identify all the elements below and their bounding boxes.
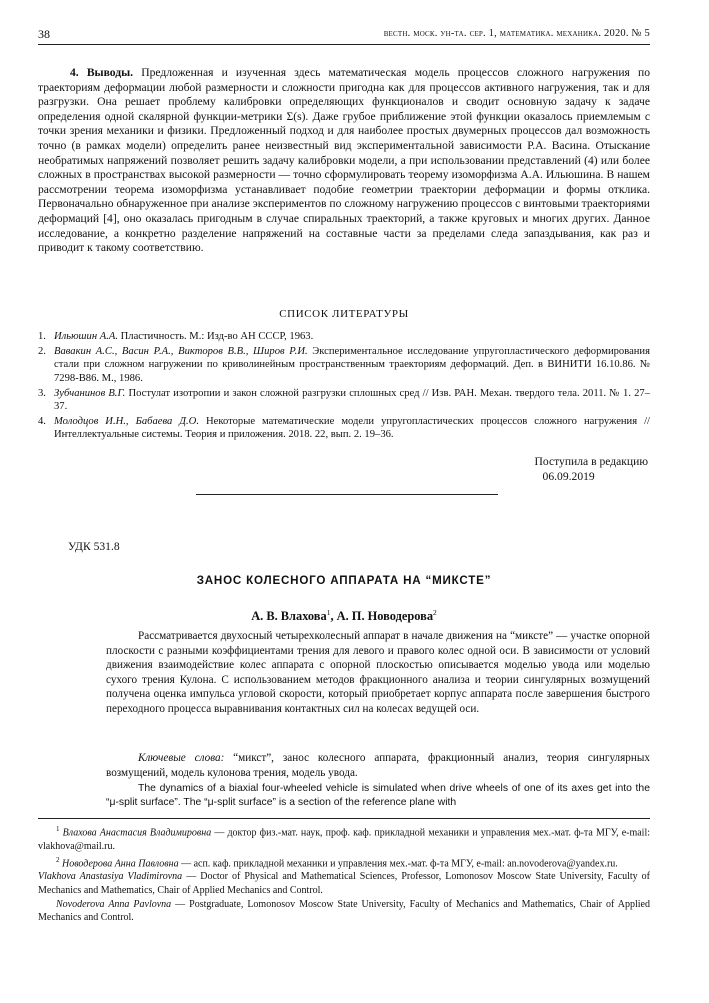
footnote-marker: 1 xyxy=(326,608,331,617)
section-separator xyxy=(196,494,498,495)
footnote-marker: 2 xyxy=(56,855,60,864)
abstract-en: The dynamics of a biaxial four-wheeled vehicle is simulated when drive wheels of one of its axes get into the “μ-split surface”. The “μ-split surface” is a section of the reference plane with xyxy=(106,783,650,809)
author-separator: , xyxy=(330,609,337,624)
reference-authors: Молодцов И.Н., Бабаева Д.О. xyxy=(54,416,199,428)
article-title: ЗАНОС КОЛЕСНОГО АППАРАТА НА “МИКСТЕ” xyxy=(196,574,492,587)
reference-number: 3. xyxy=(38,387,46,399)
reference-authors: Зубчанинов В.Г. xyxy=(54,387,126,399)
footnote-text: — асп. каф. прикладной механики и управления мех.-мат. ф-та МГУ, e-mail: an.novoderova@yandex.ru. xyxy=(178,857,618,869)
keywords-label: Ключевые слова: xyxy=(138,752,225,764)
reference-text: Некоторые математические модели упругопластических процессов сложного нагружения // Интеллектуальные системы. Теория и приложения. 2018. 22, вып. 2. 19–36. xyxy=(54,416,651,441)
reference-authors: Ильюшин А.А. xyxy=(54,331,118,342)
reference-number: 1. xyxy=(38,331,46,342)
footnote-rule xyxy=(38,818,650,819)
running-head xyxy=(38,27,650,43)
footnote-author1-en xyxy=(38,870,650,897)
author-name: А. В. Влахова xyxy=(251,609,327,624)
received-date: 06.09.2019 xyxy=(542,470,595,483)
footnote-marker: 1 xyxy=(56,825,60,833)
reference-item xyxy=(38,330,650,343)
conclusions-paragraph xyxy=(38,66,650,256)
udk-code: УДК 531.8 xyxy=(68,540,120,553)
footnote-name: Влахова Анастасия Владимировна xyxy=(62,827,212,839)
article-authors xyxy=(38,606,650,624)
reference-number: 4. xyxy=(38,416,46,428)
footnote-text: — Postgraduate, Lomonosov Moscow State University, Faculty of Mechanics and Mathematics, Chair of Applied Mechanics and Control. xyxy=(38,898,650,924)
keywords xyxy=(106,751,650,780)
references-list xyxy=(38,330,650,444)
footnotes xyxy=(38,823,650,925)
author-name: А. П. Новодерова xyxy=(336,609,434,624)
conclusions-heading: 4. Выводы. xyxy=(70,66,134,79)
keywords-text: “микст”, занос колесного аппарата, фракционный анализ, теория сингулярных возмущений, модель кулонова трения, модель увода. xyxy=(106,752,650,779)
footnote-name: Vlakhova Anastasiya Vladimirovna xyxy=(38,871,183,883)
reference-authors: Вавакин А.С., Васин Р.А., Викторов В.В., Широв Р.И. xyxy=(54,346,308,358)
reference-item xyxy=(38,387,650,413)
footnote-text: — доктор физ.-мат. наук, проф. каф. прикладной механики и управления мех.-мат. ф-та МГУ, e-mail: vlakhova@mail.ru. xyxy=(38,827,651,852)
journal-title: вестн. моск. ун-та. сер. 1, математика. механика. 2020. № 5 xyxy=(383,28,650,39)
header-rule xyxy=(38,44,650,45)
reference-number: 2. xyxy=(38,346,46,358)
footnote-author2-ru xyxy=(38,854,650,871)
reference-text: Постулат изотропии и закон сложной разгрузки сплошных сред // Изв. РАН. Механ. твердого тела. 2011. № 1. 27–37. xyxy=(54,387,650,413)
footnote-text: — Doctor of Physical and Mathematical Sciences, Professor, Lomonosov Moscow State University, Faculty of Mechanics and Mathematics, Chair of Applied Mechanics and Control. xyxy=(38,871,651,897)
footnote-marker: 2 xyxy=(433,608,437,617)
reference-text: Пластичность. М.: Изд-во АН СССР, 1963. xyxy=(118,331,314,342)
received-note xyxy=(535,454,648,484)
footnote-author2-en xyxy=(38,898,650,925)
footnote-author1-ru xyxy=(38,823,650,854)
footnote-name: Новодерова Анна Павловна xyxy=(62,857,179,869)
reference-text: Экспериментальное исследование упругопластического деформирования стали при сложном нагружении по криволинейным пространственным траекториям деформаций. Деп. в ВИНИТИ 16.10.86. № 7298-В86. М., 1986. xyxy=(54,346,650,384)
reference-item xyxy=(38,415,650,441)
conclusions-text: Предложенная и изученная здесь математическая модель процессов сложного нагружения по траекториям деформации любой размерности и сложности пригодна как для процессов активного нагружения, так и для разгрузки. Она решает проблему калибровки определяющих функционалов и сводит основную задачу к задаче определения одной скалярной функции-метрики Σ(s). Даже грубое приближение этой функции оказалось приемлемым с точки зрения механики и физики. Предложенный подход и для наиболее простых двумерных процессов дал возможность точно (в рамках модели) определить ранее неизвестный вид экспериментальной зависимости Р.А. Васина. Отыскание необратимых напряжений позволяет решить задачу калибровки модели, а при использовании представлений (4) или более сложных в пространствах высокой размерности — точно сформулировать теорему изоморфизма А.А. Ильюшина. В нашем рассмотрении теорема изоморфизма устанавливает подобие геометрии траектории деформации и формы отклика. Первоначально обнаруженное при анализе экспериментов по сложному нагружению процессов с винтовыми траекториями деформаций [4], оно оказалась пригодным в случае спиральных траекторий, а также круговых и многих других. Данное исследование, а конкретно разделение напряжений на составные части за пределами следа запаздывания, как раз и приводит к такому соответствию. xyxy=(38,66,650,255)
page-number: 38 xyxy=(38,27,50,41)
received-label: Поступила в редакцию xyxy=(534,455,648,468)
abstract-ru: Рассматривается двухосный четырехколесный аппарат в начале движения на “миксте” — участке опорной плоскости с разными коэффициентами трения для левого и правого колес одной оси. В зависимости от условий движения взаимодействие колес аппарата с опорной плоскостью описывается моделью увода или моделью сухого трения Кулона. С использованием методов фракционного анализа и теории сингулярных возмущений получена оценка импульса угловой скорости, который приобретает корпус аппарата после завершения быстрого переходного процесса выравнивания контактных сил на колесах ведущей оси. xyxy=(106,630,650,715)
footnote-name: Novoderova Anna Pavlovna xyxy=(56,898,172,910)
references-title: СПИСОК ЛИТЕРАТУРЫ xyxy=(279,308,409,320)
reference-item xyxy=(38,345,650,385)
